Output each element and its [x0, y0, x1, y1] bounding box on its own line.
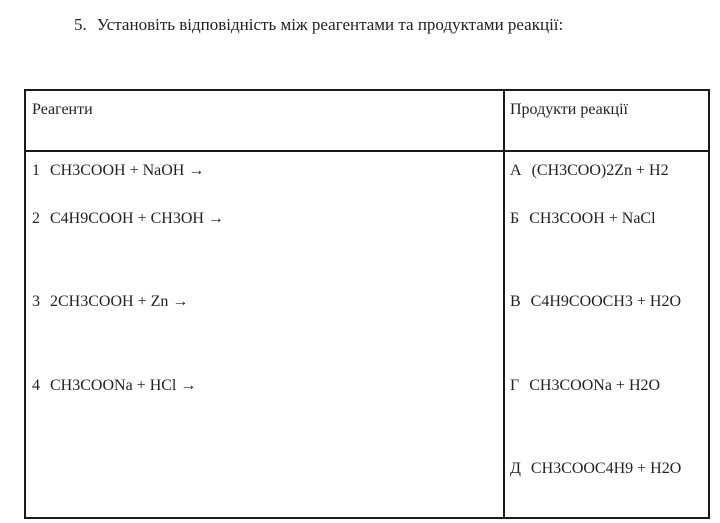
- header-reagents: Реагенти: [32, 101, 93, 118]
- product-row-d: [510, 460, 681, 478]
- product-label: Г: [510, 377, 520, 394]
- product-label: Д: [510, 460, 521, 477]
- reagent-label: 1: [32, 162, 40, 179]
- reagent-row-1: [32, 162, 204, 180]
- product-row-v: [510, 293, 681, 311]
- header-divider: [26, 150, 708, 152]
- reagent-label: 4: [32, 377, 40, 394]
- reagent-label: 3: [32, 293, 40, 310]
- reagent-equation: 2CH3COOH + Zn →: [50, 293, 189, 310]
- task-number: 5.: [74, 15, 87, 34]
- reagent-equation: CH3COOH + NaOH →: [50, 162, 205, 179]
- reagent-equation: C4H9COOH + CH3OH →: [50, 210, 224, 227]
- reagent-row-3: [32, 293, 188, 311]
- matching-table: [24, 89, 710, 519]
- product-label: В: [510, 293, 521, 310]
- reagent-label: 2: [32, 210, 40, 227]
- task-text: Установіть відповідність між реагентами та продуктами реакції:: [96, 15, 564, 34]
- reagent-row-4: [32, 377, 196, 395]
- task-heading: [74, 15, 563, 35]
- reagent-equation: CH3COONa + HCl →: [50, 377, 197, 394]
- product-row-b: [510, 210, 656, 228]
- product-label: Б: [510, 210, 520, 227]
- product-formula: C4H9COOCH3 + H2O: [530, 293, 682, 310]
- product-row-g: [510, 377, 660, 395]
- reagent-row-2: [32, 210, 224, 228]
- header-products: Продукти реакції: [510, 101, 628, 118]
- product-row-a: [510, 162, 669, 180]
- product-formula: (CH3COO)2Zn + H2: [531, 162, 669, 179]
- product-label: А: [510, 162, 522, 179]
- product-formula: CH3COOC4H9 + H2O: [530, 460, 682, 477]
- product-formula: CH3COOH + NaCl: [529, 210, 656, 227]
- column-divider: [503, 91, 505, 517]
- product-formula: CH3COONa + H2O: [529, 377, 661, 394]
